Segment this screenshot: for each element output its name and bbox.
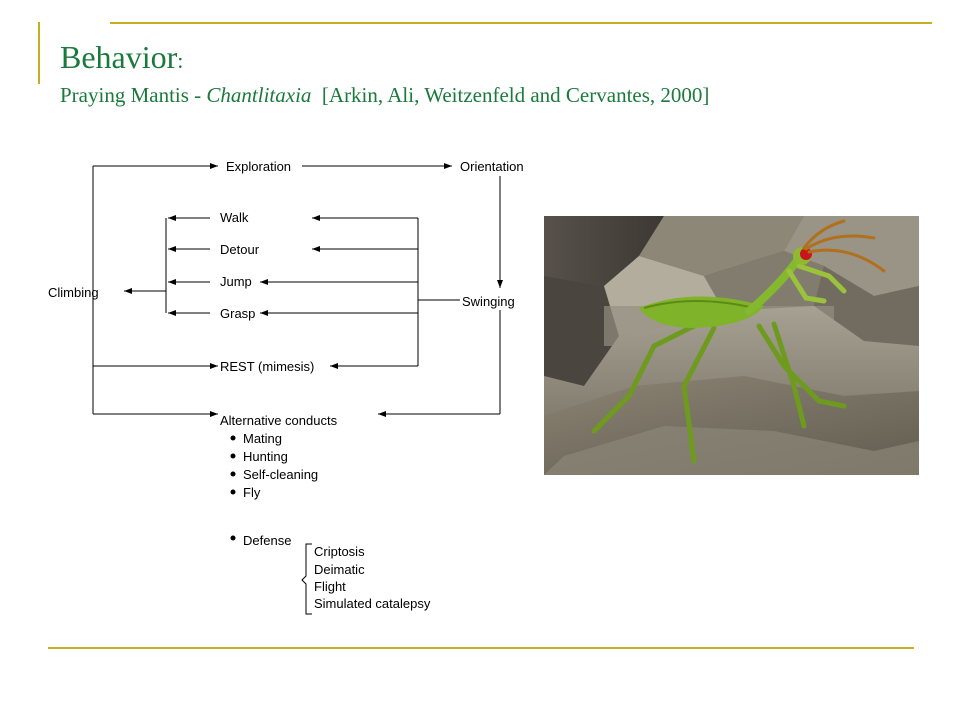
label-walk: Walk	[220, 210, 249, 225]
diagram-connectors	[93, 166, 500, 614]
label-exploration: Exploration	[226, 159, 292, 174]
label-conduct: Fly	[243, 485, 261, 500]
praying-mantis-photo	[544, 216, 919, 475]
subtitle-suffix: [Arkin, Ali, Weitzenfeld and Cervantes, 2000]	[311, 83, 710, 107]
bullet-icon	[231, 436, 236, 441]
label-alternative: Alternative conducts	[220, 413, 338, 428]
label-conduct: Self-cleaning	[243, 467, 319, 482]
defense-brace	[302, 544, 312, 614]
label-defense-item: Simulated catalepsy	[314, 596, 431, 611]
label-defense-item: Criptosis	[314, 544, 365, 559]
bullet-icon	[231, 454, 236, 459]
bullet-icon	[231, 490, 236, 495]
title-main: Behavior	[60, 39, 178, 75]
bullet-icon	[231, 472, 236, 477]
label-detour: Detour	[220, 242, 260, 257]
subtitle-italic: Chantlitaxia	[206, 83, 312, 107]
label-swinging: Swinging	[462, 294, 515, 309]
diagram-labels	[48, 159, 524, 611]
label-grasp: Grasp	[220, 306, 256, 321]
label-defense-item: Flight	[314, 579, 346, 594]
label-defense-item: Deimatic	[314, 562, 365, 577]
subtitle-prefix: Praying Mantis -	[60, 83, 207, 107]
label-rest: REST (mimesis)	[220, 359, 315, 374]
mantis-illustration	[544, 216, 919, 475]
label-conduct: Mating	[243, 431, 283, 446]
label-orientation: Orientation	[460, 159, 524, 174]
bullet-icon	[231, 536, 236, 541]
label-climbing: Climbing	[48, 285, 99, 300]
label-defense: Defense	[243, 533, 292, 548]
label-jump: Jump	[220, 274, 252, 289]
title-colon: :	[177, 48, 184, 73]
label-conduct: Hunting	[243, 449, 288, 464]
